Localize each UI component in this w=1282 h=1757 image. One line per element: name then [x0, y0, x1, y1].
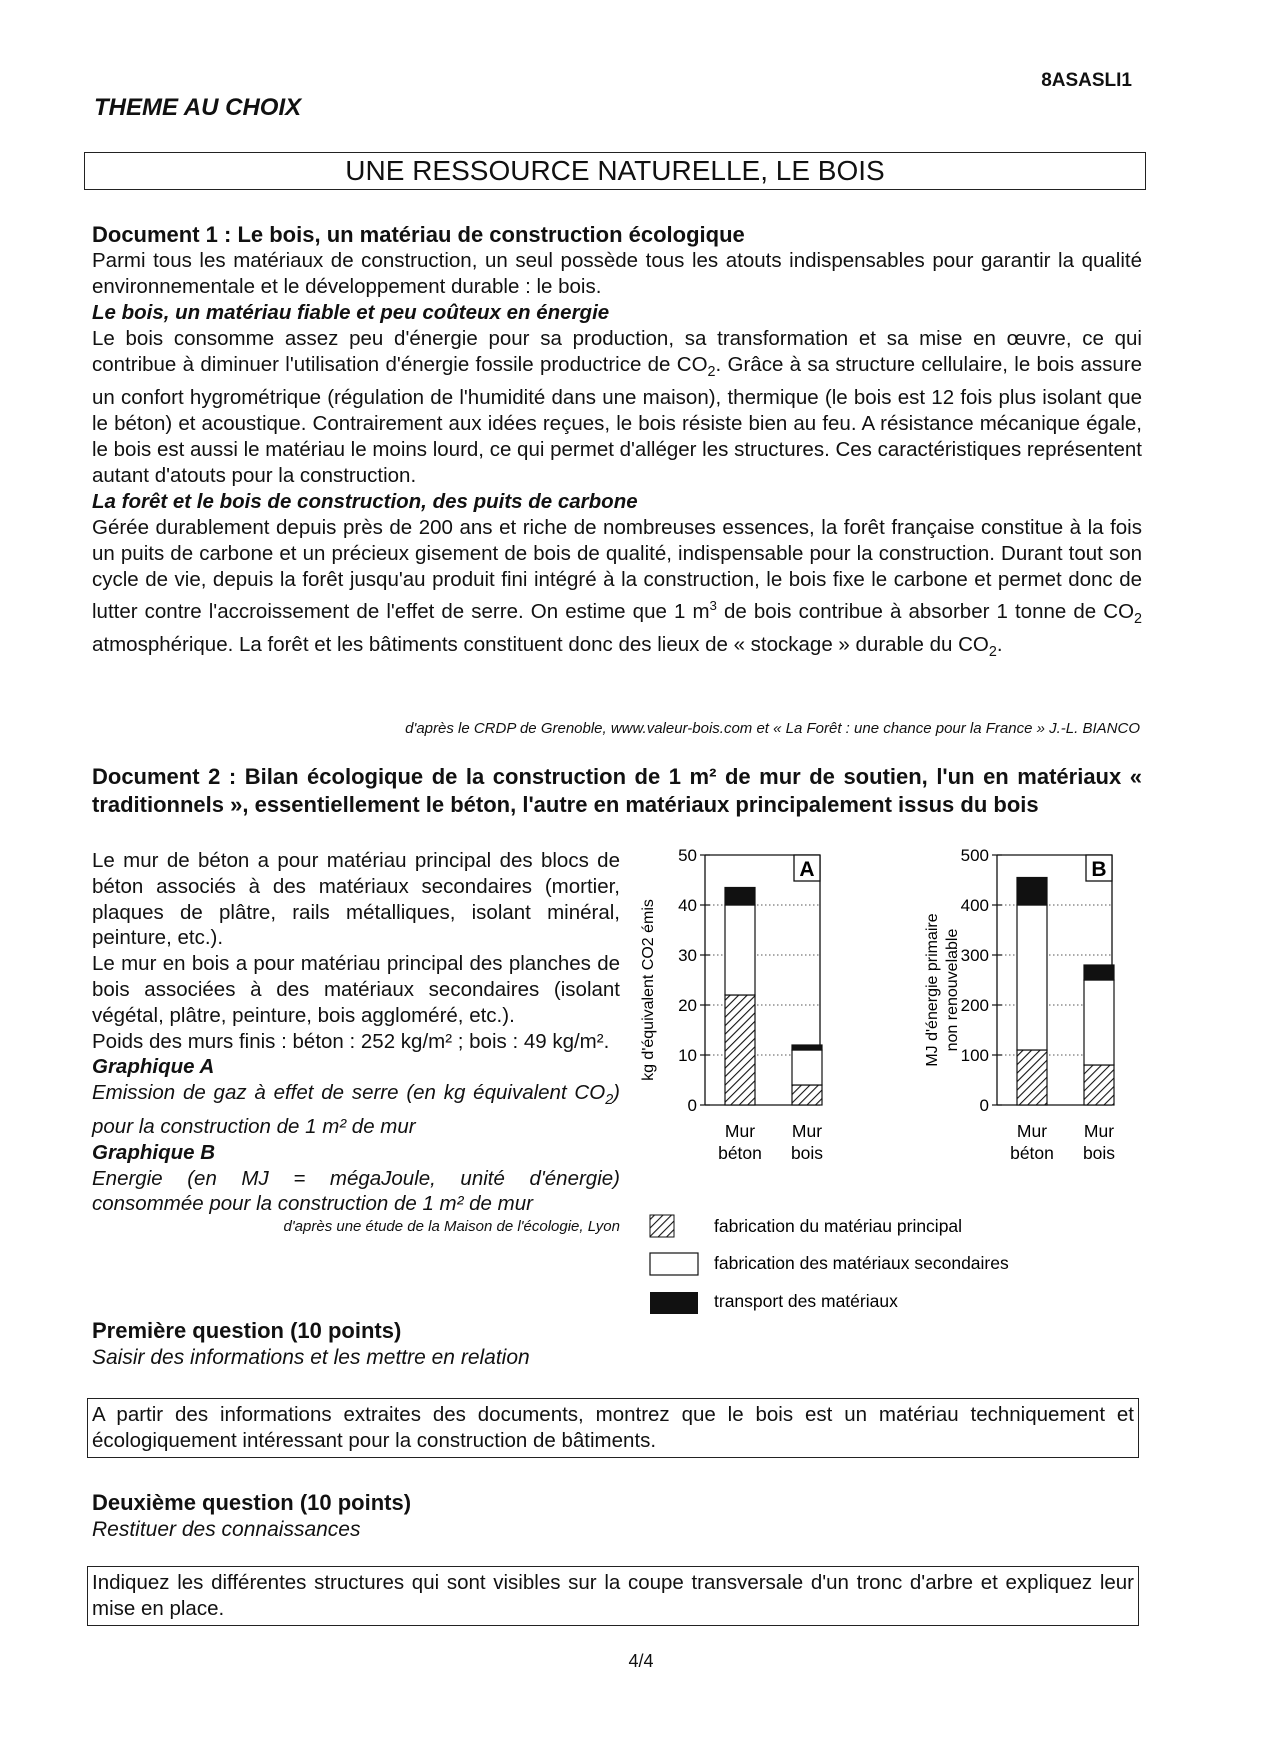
question-1-box: A partir des informations extraites des documents, montrez que le bois est un matériau techniquement et écologiquement intéressant pour la construction de bâtiments.: [87, 1398, 1139, 1458]
doc1-intro: Parmi tous les matériaux de construction, un seul possède tous les atouts indispensables pour garantir la qualité environnementale et le développement durable : le bois.: [92, 249, 1142, 298]
chart-a-y-axis-title: kg d'équivalent CO2 émis: [640, 899, 657, 1081]
doc2-text: [92, 848, 620, 1237]
chart-a-bar-segment: [792, 1045, 822, 1050]
graph-a-desc: Emission de gaz à effet de serre (en kg équivalent $CO_2$) pour la construction de 1 m² de mur: [92, 1081, 620, 1139]
chart-b-bar-segment: [1084, 980, 1114, 1065]
chart-a-y-tick-label: 20: [678, 996, 697, 1015]
chart-b-x-tick-label: béton: [1010, 1143, 1054, 1163]
chart-b-y-tick-label: 100: [960, 1046, 989, 1065]
chart-b-y-tick-label: 500: [960, 846, 989, 865]
chart-b-y-axis-title: MJ d'énergie primaire: [924, 913, 941, 1067]
doc1-subheading-1: Le bois, un matériau fiable et peu coûteux en énergie: [92, 301, 610, 324]
doc1-source: d'après le CRDP de Grenoble, www.valeur-bois.com et « La Forêt : une chance pour la France » J.-L. BIANCO: [405, 720, 1140, 737]
legend-swatch-transport: [650, 1292, 698, 1314]
document-1: [92, 222, 1142, 665]
chart-a-x-tick-label: Mur: [791, 1121, 823, 1141]
charts: [630, 840, 1150, 1320]
graph-b-title: Graphique B: [92, 1140, 216, 1164]
chart-b-bar-segment: [1084, 1065, 1114, 1105]
chart-b-y-tick-label: 200: [960, 996, 989, 1015]
question-1-title: Première question (10 points): [92, 1318, 402, 1343]
doc2-weights: Poids des murs finis : béton : 252 kg/m² ; bois : 49 kg/m².: [92, 1029, 610, 1053]
legend-swatch-secondary: [650, 1253, 698, 1275]
question-1-subtitle: Saisir des informations et les mettre en relation: [92, 1346, 530, 1369]
doc2-concrete-wall: Le mur de béton a pour matériau principal des blocs de béton associés à des matériaux secondaires (mortier, plaques de plâtre, rails métalliques, isolant minéral, peinture, etc.).: [92, 849, 620, 950]
doc2-heading: Document 2 : Bilan écologique de la construction de 1 m² de mur de soutien, l'un en matériaux « traditionnels », essentiellement le béton, l'autre en matériaux principalement issus du bois: [92, 764, 1142, 817]
chart-a-x-tick-label: bois: [790, 1143, 824, 1163]
legend-label-principal: fabrication du matériau principal: [714, 1216, 963, 1236]
chart-b-bar-segment: [1017, 878, 1047, 906]
graph-b-desc: Energie (en MJ = mégaJoule, unité d'énergie) consommée pour la construction de 1 m² de mur: [92, 1166, 620, 1216]
chart-a-y-tick-label: 50: [678, 846, 697, 865]
chart-b-y-tick-label: 0: [979, 1096, 989, 1115]
legend-label-secondary: fabrication des matériaux secondaires: [714, 1253, 1009, 1273]
chart-b: [924, 846, 1115, 1163]
doc2-source: d'après une étude de la Maison de l'écologie, Lyon: [283, 1218, 620, 1236]
chart-a-y-tick-label: 30: [678, 946, 697, 965]
chart-b-y-tick-label: 300: [960, 946, 989, 965]
chart-b-bar-segment: [1084, 965, 1114, 980]
chart-a-y-tick-label: 40: [678, 896, 697, 915]
chart-b-label: B: [1091, 858, 1107, 881]
page-title: UNE RESSOURCE NATURELLE, LE BOIS: [84, 152, 1146, 190]
chart-b-x-tick-label: Mur: [1083, 1121, 1115, 1141]
question-2-box: Indiquez les différentes structures qui sont visibles sur la coupe transversale d'un tronc d'arbre et expliquez leur mise en place.: [87, 1566, 1139, 1626]
theme-label: THEME AU CHOIX: [94, 94, 302, 121]
doc1-heading: Document 1 : Le bois, un matériau de construction écologique: [92, 222, 745, 247]
doc1-paragraph-1: Le bois consomme assez peu d'énergie pour sa production, sa transformation et sa mise en œuvre, ce qui contribue à diminuer l'utilisation d'énergie fossile productrice de $CO_2$. Grâce à sa structure cellulaire, le bois assure un confort hygrométrique (régulation de l'humidité dans une maison), thermique (le bois est 12 fois plus isolant que le béton) et acoustique. Contrairement aux idées reçues, le bois résiste bien au feu. A résistance mécanique égale, le bois est aussi le matériau le moins lourd, ce qui permet d'alléger les structures. Ces caractéristiques représentent autant d'atouts pour la construction.: [92, 327, 1142, 488]
chart-a-bar-segment: [725, 888, 755, 906]
chart-b-y-axis-title: non renouvelable: [944, 928, 961, 1052]
question-2-subtitle: Restituer des connaissances: [92, 1518, 361, 1541]
chart-b-x-tick-label: Mur: [1016, 1121, 1048, 1141]
chart-a-x-tick-label: Mur: [724, 1121, 756, 1141]
chart-b-bar-segment: [1017, 1050, 1047, 1105]
exam-code: 8ASASLI1: [1041, 70, 1132, 91]
chart-a-y-tick-label: 0: [687, 1096, 697, 1115]
page-number: 4/4: [628, 1651, 654, 1671]
chart-a-bar-segment: [792, 1050, 822, 1085]
legend-label-transport: transport des matériaux: [714, 1291, 898, 1311]
chart-a: [640, 846, 823, 1163]
chart-b-y-tick-label: 400: [960, 896, 989, 915]
chart-b-x-tick-label: bois: [1082, 1143, 1116, 1163]
chart-b-bar-segment: [1017, 905, 1047, 1050]
doc1-subheading-2: La forêt et le bois de construction, des puits de carbone: [92, 490, 638, 514]
chart-legend: [650, 1215, 1009, 1314]
legend-swatch-principal: [650, 1215, 674, 1237]
chart-a-bar-segment: [792, 1085, 822, 1105]
question-2-title: Deuxième question (10 points): [92, 1490, 412, 1515]
chart-a-x-tick-label: béton: [718, 1143, 762, 1163]
doc2-wood-wall: Le mur en bois a pour matériau principal des planches de bois associées à des matériaux secondaires (isolant végétal, plâtre, peinture, bois aggloméré, etc.).: [92, 952, 620, 1027]
doc1-paragraph-2: Gérée durablement depuis près de 200 ans et riche de nombreuses essences, la forêt française constitue à la fois un puits de carbone et un précieux gisement de bois de qualité, indispensable pour la construction. Durant tout son cycle de vie, depuis la forêt jusqu'au produit fini intégré à la construction, le bois fixe le carbone et permet donc de lutter contre l'accroissement de l'effet de serre. On estime que 1 $m^3$ de bois contribue à absorber 1 tonne de $CO_2$ atmosphérique. La forêt et les bâtiments constituent donc des lieux de « stockage » durable du $CO_2$.: [92, 516, 1142, 661]
chart-a-label: A: [799, 858, 815, 881]
chart-a-y-tick-label: 10: [678, 1046, 697, 1065]
chart-a-bar-segment: [725, 905, 755, 995]
graph-a-title: Graphique A: [92, 1055, 215, 1079]
chart-a-bar-segment: [725, 995, 755, 1105]
